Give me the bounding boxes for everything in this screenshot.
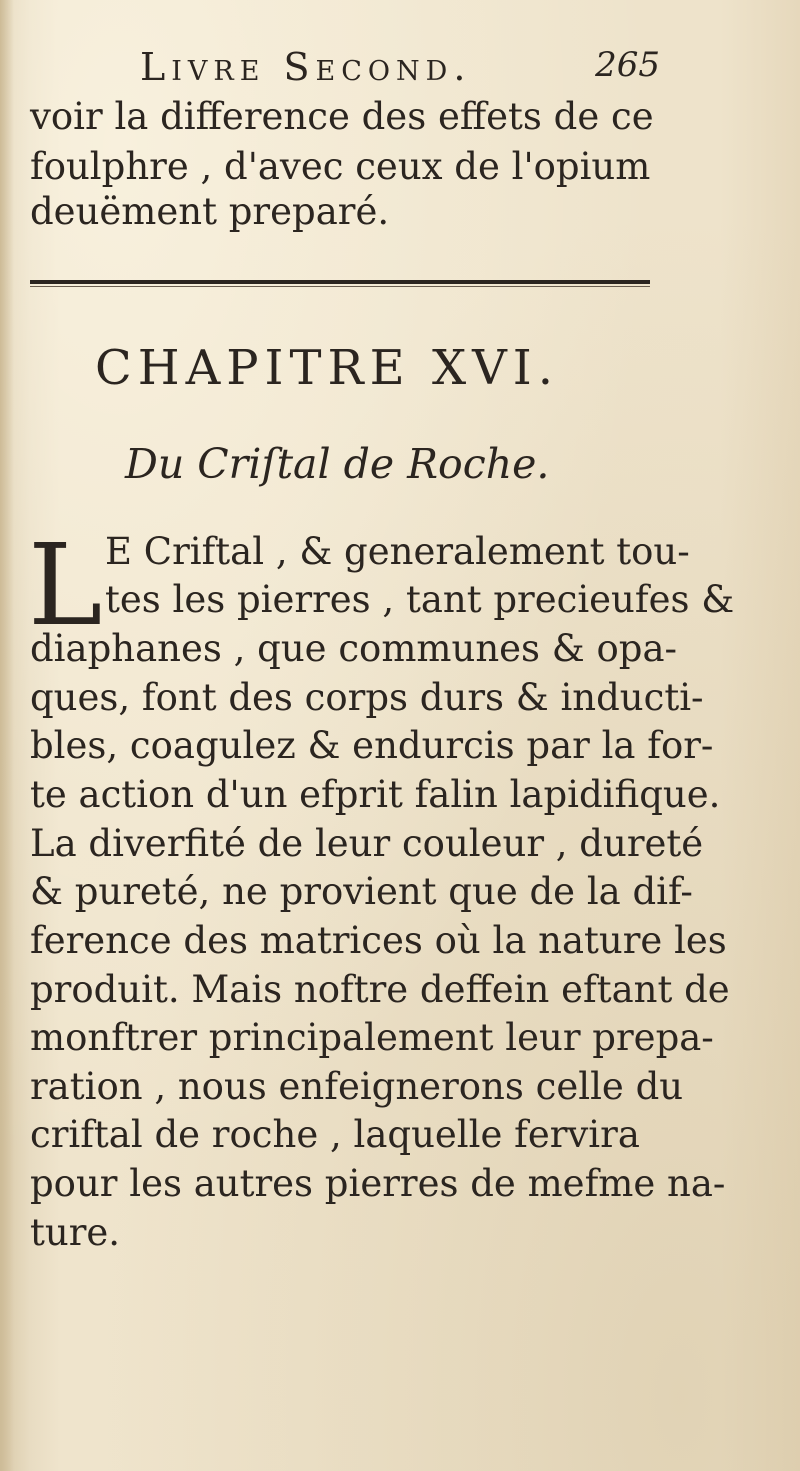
chapter-subtitle: Du Criſtal de Roche. — [125, 440, 550, 488]
paragraph-line-12: ration , nous enfeignerons celle du — [30, 1065, 684, 1108]
paragraph-line-3: diaphanes , que communes & opa- — [30, 627, 678, 670]
paragraph-line-4: ques, font des corps durs & inducti- — [30, 676, 704, 719]
paragraph-line-8: & pureté, ne provient que de la dif- — [30, 870, 693, 913]
paragraph-line-11: monftrer principalement leur prepa- — [30, 1016, 714, 1059]
chapter-title: CHAPITRE XVI. — [95, 340, 560, 396]
section-rule-thin — [30, 286, 650, 287]
running-head — [140, 45, 660, 95]
carryover-line-2: foulphre , d'avec ceux de l'opium — [30, 145, 651, 188]
drop-cap: L — [28, 521, 103, 651]
running-title: Livre Second. — [140, 45, 472, 89]
paragraph-line-9: ference des matrices où la nature les — [30, 919, 727, 962]
paragraph-line-14: pour les autres pierres de mefme na- — [30, 1162, 726, 1205]
paragraph-line-15: ture. — [30, 1211, 121, 1254]
section-rule — [30, 280, 650, 284]
page-gutter-shadow — [0, 0, 14, 1471]
paragraph-line-1: E Criftal , & generalement tou- — [105, 530, 690, 573]
carryover-line-1: voir la difference des effets de ce — [30, 95, 654, 138]
paragraph-line-13: criftal de roche , laquelle fervira — [30, 1113, 640, 1156]
paragraph-line-7: La diverfité de leur couleur , dureté — [30, 822, 704, 865]
paragraph-line-10: produit. Mais noftre deffein eftant de — [30, 968, 730, 1011]
paragraph-line-5: bles, coagulez & endurcis par la for- — [30, 724, 714, 767]
paragraph-line-6: te action d'un efprit falin lapidifique. — [30, 773, 721, 816]
paragraph-line-2: tes les pierres , tant precieufes & — [105, 578, 735, 621]
carryover-line-3: deuëment preparé. — [30, 190, 390, 233]
page-number: 265 — [595, 45, 660, 85]
